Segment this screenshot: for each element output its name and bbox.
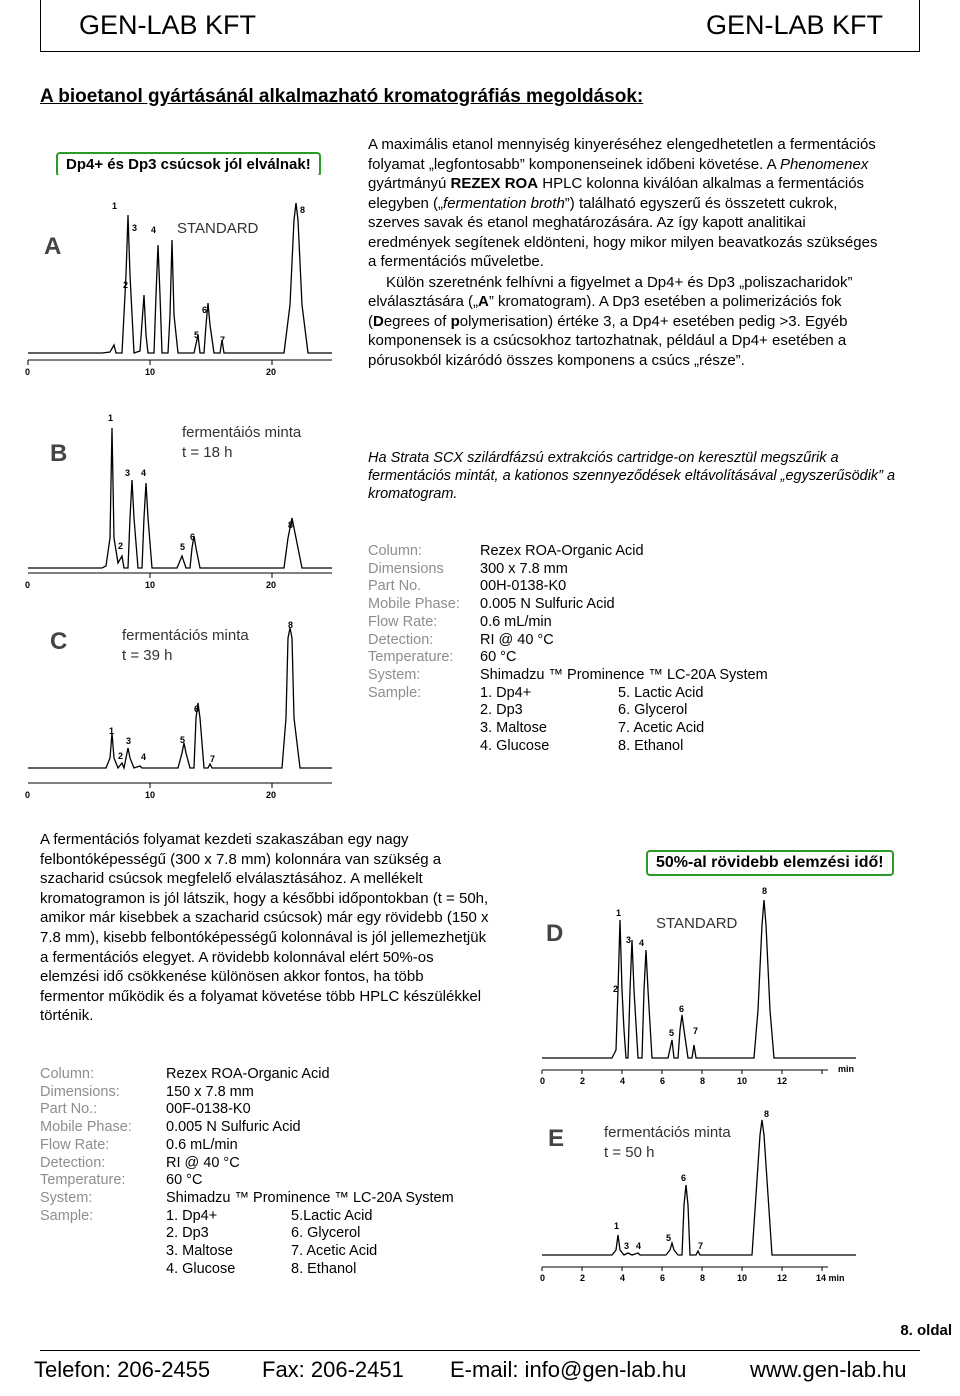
axis-tick-14: 14 min [816, 1273, 845, 1283]
chromatogram-d-svg [538, 880, 860, 1092]
spec-row [40, 1172, 490, 1190]
page-number: 8. oldal [900, 1322, 952, 1339]
peak-label-3: 3 [624, 1241, 630, 1251]
intro-term: fermentation broth [443, 194, 565, 212]
intro-p1-d: ”) található egyszerű és összetett cukrok, szerves savak és etanol meghatározására. Az így kapott analitikai eredmények segítenek eldönteni, hogy mikor milyen beavatkozás szükséges a fermentációs műveletbe. [368, 194, 878, 270]
spec-label: Flow Rate: [368, 613, 438, 630]
intro-p2-letter: A [478, 293, 489, 310]
peak-label-4: 4 [636, 1241, 642, 1251]
axis-tick-0: 0 [25, 367, 31, 377]
spec-row [40, 1101, 490, 1119]
intro-p1-b: gyártmányú [368, 175, 451, 192]
peak-label-1: 1 [112, 201, 118, 211]
peak-label-8: 8 [762, 886, 768, 896]
header-left: GEN-LAB KFT [79, 10, 257, 40]
spec-value: 0.6 mL/min [480, 613, 552, 630]
specs-table-2 [40, 1066, 490, 1278]
spec-row [368, 667, 848, 685]
intro-p2-b: ” kromatogram). A Dp3 esetében a polimerizációs fok ( [368, 293, 842, 330]
sample-item: 1. Dp4+ [480, 684, 532, 701]
intro-paragraph-2 [368, 273, 888, 371]
spec-row [368, 614, 848, 632]
page-title: A bioetanol gyártásánál alkalmazható kromatográfiás megoldások: [40, 86, 644, 107]
footer-email[interactable]: E-mail: info@gen-lab.hu [450, 1357, 687, 1382]
intro-paragraph-1 [368, 135, 888, 272]
chromatogram-d [538, 880, 860, 1092]
axis-tick-6: 6 [660, 1076, 666, 1086]
peak-label-7: 7 [698, 1241, 704, 1251]
sample-item: 3. Maltose [480, 720, 547, 737]
panel-b-label-2: t = 18 h [182, 444, 233, 461]
axis-tick-0: 0 [540, 1076, 546, 1086]
spec-value: 60 °C [480, 649, 517, 666]
peak-label-2: 2 [118, 541, 124, 551]
peak-label-3: 3 [125, 468, 131, 478]
sample-item: 2. Dp3 [480, 702, 523, 719]
spec-row [40, 1137, 490, 1155]
spec-label: Column: [40, 1066, 94, 1082]
panel-d-letter: D [546, 920, 564, 947]
peak-label-2: 2 [613, 984, 619, 994]
spec-value: 0.6 mL/min [166, 1136, 238, 1153]
intro-p1-a: A maximális etanol mennyiség kinyeréséhez elengedhetetlen a fermentációs folyamat „legfontosabb” komponenseinek időbeni követése. A [368, 136, 876, 173]
panel-e-label-2: t = 50 h [604, 1144, 655, 1161]
axis-tick-0: 0 [25, 580, 31, 590]
spec-value: 00F-0138-K0 [166, 1101, 251, 1118]
spec-row [368, 561, 848, 579]
axis-tick-12: 12 [777, 1076, 788, 1086]
spec-value: Rezex ROA-Organic Acid [480, 543, 644, 559]
spec-value: Shimadzu ™ Prominence ™ LC-20A System [166, 1189, 454, 1206]
peak-label-7: 7 [693, 1026, 699, 1036]
peak-label-5: 5 [180, 735, 186, 745]
intro-p2-D: D [373, 312, 384, 330]
axis-tick-10: 10 [145, 790, 156, 800]
peak-label-6: 6 [679, 1004, 685, 1014]
sample-item: 1. Dp4+ [166, 1207, 218, 1224]
peak-label-4: 4 [151, 225, 157, 235]
spec-row [368, 649, 848, 667]
sample-item: 4. Glucose [480, 737, 550, 754]
spec-label: Temperature: [40, 1172, 126, 1189]
peak-label-3: 3 [626, 935, 632, 945]
spec-value: 300 x 7.8 mm [480, 560, 568, 577]
spec-label: Temperature: [368, 649, 454, 666]
axis-tick-2: 2 [580, 1076, 586, 1086]
panel-a-letter: A [44, 233, 62, 260]
panel-d-label: STANDARD [656, 915, 738, 932]
axis-tick-10: 10 [737, 1076, 748, 1086]
spec-label: Part No. [368, 578, 422, 595]
footer-fax: Fax: 206-2451 [262, 1357, 404, 1382]
peak-label-8: 8 [288, 620, 294, 630]
chromatogram-e [538, 1105, 860, 1283]
axis-unit-min: min [838, 1064, 855, 1074]
peak-label-2: 2 [123, 280, 129, 290]
peak-label-1: 1 [108, 413, 114, 423]
intro-product: REZEX ROA [450, 175, 539, 192]
panel-e-letter: E [548, 1125, 565, 1152]
axis-tick-10: 10 [737, 1273, 748, 1283]
footer-phone: Telefon: 206-2455 [34, 1357, 211, 1382]
axis-tick-0: 0 [540, 1273, 546, 1283]
sample-item: 7. Acetic Acid [618, 720, 705, 737]
peak-label-1: 1 [616, 908, 622, 918]
spec-row [368, 596, 848, 614]
peak-label-8: 8 [288, 520, 294, 530]
spec-label: Dimensions [368, 560, 444, 577]
peak-label-6: 6 [681, 1173, 687, 1183]
chromatogram-a [22, 175, 340, 400]
peak-label-5: 5 [194, 330, 200, 340]
spec-value: Rezex ROA-Organic Acid [166, 1066, 330, 1082]
spec-label: System: [368, 666, 421, 683]
panel-a-label: STANDARD [177, 220, 259, 237]
sample-item: 7. Acetic Acid [291, 1243, 378, 1260]
spec-value: 60 °C [166, 1172, 203, 1189]
badge-shorter-analysis: 50%-al rövidebb elemzési idő! [646, 850, 894, 876]
axis-tick-0: 0 [25, 790, 31, 800]
axis-tick-6: 6 [660, 1273, 666, 1283]
spec-label: Mobile Phase: [368, 596, 460, 613]
axis-tick-2: 2 [580, 1273, 586, 1283]
spec-label: Sample: [40, 1207, 94, 1224]
peak-label-4: 4 [141, 752, 147, 762]
spec-label: Detection: [368, 631, 434, 648]
axis-tick-20: 20 [266, 790, 277, 800]
intro-text [368, 135, 888, 370]
intro-p2-P: p [450, 312, 460, 330]
spec-row-sample [368, 685, 848, 756]
spec-value: RI @ 40 °C [166, 1154, 240, 1171]
peak-label-6: 6 [202, 305, 208, 315]
sample-item: 5. Lactic Acid [618, 684, 704, 701]
peak-label-7: 7 [220, 335, 226, 345]
peak-label-5: 5 [669, 1028, 675, 1038]
chromatogram-a-svg [22, 175, 340, 400]
specs-table-1 [368, 543, 848, 755]
panel-c-label-1: fermentációs minta [122, 627, 249, 644]
sample-item: 5.Lactic Acid [291, 1207, 373, 1224]
chromatogram-b [22, 408, 340, 600]
sample-item: 8. Ethanol [618, 737, 684, 754]
spec-row [368, 578, 848, 596]
sample-item: 8. Ethanol [291, 1260, 357, 1277]
panel-c-letter: C [50, 628, 68, 655]
axis-tick-4: 4 [620, 1273, 626, 1283]
peak-label-3: 3 [132, 223, 138, 233]
spec-label: Dimensions: [40, 1083, 120, 1100]
spec-value: RI @ 40 °C [480, 631, 554, 648]
peak-label-8: 8 [300, 205, 306, 215]
axis-tick-8: 8 [700, 1273, 706, 1283]
spec-row [40, 1066, 490, 1084]
peak-label-7: 7 [210, 754, 216, 764]
badge-separation: Dp4+ és Dp3 csúcsok jól elválnak! [56, 152, 321, 177]
peak-label-4: 4 [639, 938, 645, 948]
spec-label: Column: [368, 543, 422, 559]
axis-tick-4: 4 [620, 1076, 626, 1086]
sample-list [166, 1208, 377, 1279]
axis-tick-20: 20 [266, 580, 277, 590]
panel-e-label-1: fermentációs minta [604, 1124, 731, 1141]
axis-tick-20: 20 [266, 367, 277, 377]
peak-label-6: 6 [190, 532, 196, 542]
spec-row [40, 1119, 490, 1137]
spec-row-sample [40, 1208, 490, 1279]
panel-b-label-1: fermentáiós minta [182, 424, 302, 441]
panel-c-label-2: t = 39 h [122, 647, 173, 664]
sample-item: 4. Glucose [166, 1260, 236, 1277]
spec-row [40, 1190, 490, 1208]
intro-p2-a: Külön szeretnénk felhívni a figyelmet a Dp4+ és Dp3 „poliszacharidok” elválasztására („ [368, 273, 853, 310]
footer-website[interactable]: www.gen-lab.hu [750, 1357, 907, 1382]
spec-row [368, 632, 848, 650]
axis-tick-8: 8 [700, 1076, 706, 1086]
panel-b-letter: B [50, 440, 68, 467]
spec-label: System: [40, 1189, 93, 1206]
peak-label-1: 1 [614, 1221, 620, 1231]
header-right: GEN-LAB KFT [706, 10, 884, 40]
intro-p1-c: HPLC kolonna kiválóan alkalmas a fermentációs elegyben („ [368, 175, 865, 212]
column-text: A fermentációs folyamat kezdeti szakaszában egy nagy felbontóképességű (300 x 7.8 mm) kolonnára van szükség a szacharid csúcsok megfelelő elválasztásához. A mellékelt kromatogramon is jól látszik, hogy a későbbi időpontokban (t = 50h, amikor már kisebbek a szacharid csúcsok) már egy rövidebb (150 x 7.8 mm), kisebb felbontóképességű kolonnával is jól jellemezhetjük a fermentációs elegyet. A rövidebb kolonnával elért 50%-os elemzési idő csökkenése különösen akkor fontos, ha több fermentor működik és a folyamat követése több HPLC készülékkel történik. [40, 831, 489, 1025]
intro-brand: Phenomenex [779, 155, 869, 173]
spec-label: Flow Rate: [40, 1136, 110, 1153]
peak-label-1: 1 [109, 726, 115, 736]
spec-row [40, 1155, 490, 1173]
spec-value: 00H-0138-K0 [480, 578, 567, 595]
spec-label: Part No.: [40, 1101, 98, 1118]
spec-value: Shimadzu ™ Prominence ™ LC-20A System [480, 666, 768, 683]
peak-label-5: 5 [180, 542, 186, 552]
strata-note: Ha Strata SCX szilárdfázsú extrakciós cartridge-on keresztül megszűrik a fermentációs mintát, a kationos szennyeződések eltávolításával „egyszerűsödik” a kromatogram. [368, 450, 896, 502]
axis-tick-10: 10 [145, 580, 156, 590]
sample-item: 6. Glycerol [618, 702, 688, 719]
peak-label-3: 3 [126, 736, 132, 746]
spec-value: 150 x 7.8 mm [166, 1083, 254, 1100]
spec-value: 0.005 N Sulfuric Acid [166, 1119, 301, 1136]
spec-row [368, 543, 848, 561]
peak-label-8: 8 [764, 1109, 770, 1119]
peak-label-5: 5 [666, 1233, 672, 1243]
sample-item: 2. Dp3 [166, 1225, 209, 1242]
peak-label-4: 4 [141, 468, 147, 478]
spec-row [40, 1084, 490, 1102]
spec-value: 0.005 N Sulfuric Acid [480, 596, 615, 613]
footer-divider [40, 1350, 920, 1351]
peak-label-6: 6 [194, 704, 200, 714]
spec-label: Mobile Phase: [40, 1119, 132, 1136]
intro-p2-d: olymerisation) értéke 3, a Dp4+ esetében pedig >3. Egyéb komponensek is a csúcsokhoz tartozhatnak, például a Dp4+ esetében a pórusokból kizáródó összes komponens a csúcs „része”. [368, 312, 848, 369]
sample-list [480, 685, 704, 756]
chromatogram-c [22, 608, 340, 808]
axis-tick-12: 12 [777, 1273, 788, 1283]
sample-item: 3. Maltose [166, 1243, 233, 1260]
sample-item: 6. Glycerol [291, 1225, 361, 1242]
spec-label: Sample: [368, 684, 422, 701]
intro-p2-c: egrees of [383, 312, 451, 330]
spec-label: Detection: [40, 1154, 106, 1171]
peak-label-2: 2 [118, 751, 124, 761]
axis-tick-10: 10 [145, 367, 156, 377]
